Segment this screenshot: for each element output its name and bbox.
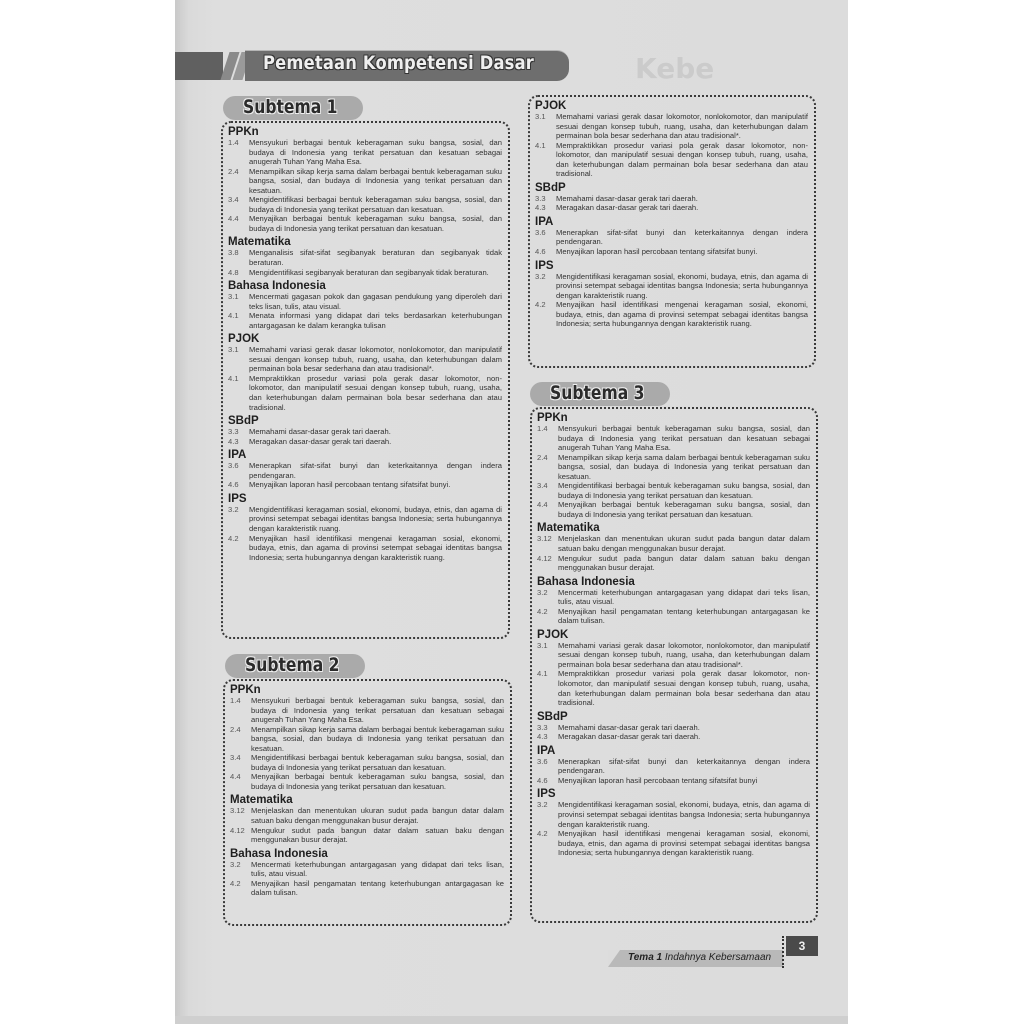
competency-text: Mengidentifikasi segibanyak beraturan dan segibanyak tidak beraturan. [249,267,489,277]
competency-code: 1.4 [230,696,241,705]
tab-fold [608,950,620,967]
subject-heading: Matematika [230,794,293,807]
competency-code: 4.2 [537,606,548,616]
competency-text: Mengidentifikasi berbagai bentuk keberagaman suku bangsa, sosial, dan budaya di Indonesia yang terikat persatuan dan kesatuan. [251,753,504,772]
competency-text: Menyajikan berbagai bentuk keberagaman suku bangsa, sosial, dan budaya di Indonesia yang terikat persatuan dan kesatuan. [251,772,504,791]
subject-heading: PJOK [537,628,569,641]
competency-code: 3.1 [228,345,239,355]
subtema-label: Subtema 1 [243,96,338,118]
competency-item [537,534,810,553]
competency-text: Menampilkan sikap kerja sama dalam berbagai bentuk keberagaman suku bangsa, sosial, dan budaya di Indonesia yang terikat persatuan dan kesatuan. [249,166,502,195]
competency-item [228,427,502,437]
competency-text: Menerapkan sifat-sifat bunyi dan keterkaitannya dengan indera pendengaran. [249,461,502,480]
competency-text: Menjelaskan dan menentukan ukuran sudut pada bangun datar dalam satuan baku dengan menggunakan busur derajat. [251,806,504,826]
competency-item [228,374,502,412]
theme-label: Tema 1 [628,952,663,963]
competency-item [537,554,810,573]
competency-item [535,272,808,301]
subject-heading: IPA [537,744,556,757]
subject-heading: Bahasa Indonesia [228,280,326,293]
competency-text: Mengidentifikasi berbagai bentuk keberagaman suku bangsa, sosial, dan budaya di Indonesia yang terikat persatuan dan kesatuan. [558,481,810,500]
competency-item [535,194,808,204]
competency-text: Menyajikan hasil pengamatan tentang keterhubungan antargagasan ke dalam tulisan. [558,606,810,626]
competency-text: Menyajikan laporan hasil percobaan tentang sifatsifat bunyi. [556,247,758,257]
competency-code: 3.1 [535,112,546,121]
subject-heading: Bahasa Indonesia [230,847,328,860]
competency-code: 4.4 [228,214,239,224]
competency-text: Menyajikan hasil identifikasi mengenai keragaman sosial, ekonomi, budaya, etnis, dan agama di provinsi setempat sebagai identitas bangsa Indonesia; serta hubungannya dengan karakteristik ruang. [558,829,810,858]
competency-item [537,607,810,626]
competency-item [535,300,808,329]
subject-heading: IPS [537,788,556,801]
competency-item [535,203,808,213]
competency-item [537,453,810,482]
competency-text: Mempraktikkan prosedur variasi pola gerak dasar lokomotor, non-lokomotor, dan manipulatif sesuai dengan konsep tubuh, ruang, usaha, dan keterhubungan dalam permainan bola besar sederhana dan atau tradisional. [556,140,808,179]
subject-heading: IPS [228,492,247,505]
competency-code: 3.2 [230,859,241,869]
competency-code: 3.4 [230,753,241,763]
footer-divider [782,936,784,968]
competency-item [228,505,502,534]
subject-heading: Matematika [228,236,291,249]
competency-item [537,757,810,776]
competency-item [537,732,810,742]
competency-code: 3.1 [228,292,239,302]
competency-text: Memahami dasar-dasar gerak tari daerah. [558,722,700,732]
subject-heading: SBdP [535,181,566,194]
competency-item [230,725,504,754]
competency-text: Meragakan dasar-dasar gerak tari daerah. [249,436,392,446]
competency-item [537,723,810,733]
textbook-page [175,0,848,1024]
subtema-1-heading [223,96,363,120]
competency-item [230,806,504,825]
competency-code: 4.3 [228,436,239,446]
competency-code: 4.2 [535,300,546,310]
competency-text: Meragakan dasar-dasar gerak tari daerah. [556,203,699,213]
subtema-2-heading [225,654,365,678]
competency-code: 4.6 [537,775,548,785]
competency-item [535,247,808,257]
competency-text: Meragakan dasar-dasar gerak tari daerah. [558,732,701,742]
competency-code: 1.4 [537,424,548,433]
competency-code: 4.1 [228,311,239,321]
competency-item [537,829,810,858]
competency-code: 3.12 [537,534,552,544]
bleed-through-text: Kebe [635,52,715,85]
competency-text: Menyajikan hasil identifikasi mengenai keragaman sosial, ekonomi, budaya, etnis, dan agama di provinsi setempat sebagai identitas bangsa Indonesia; serta hubungannya dengan karakteristik ruang. [556,300,808,329]
competency-text: Mengidentifikasi keragaman sosial, ekonomi, budaya, etnis, dan agama di provinsi setempat sebagai identitas bangsa Indonesia; serta hubungannya dengan karakteristik ruang. [556,271,808,300]
theme-title: Indahnya Kebersamaan [664,952,772,963]
competency-item [228,292,502,311]
competency-code: 3.3 [535,193,546,203]
subject-heading: SBdP [228,415,259,428]
competency-code: 4.12 [230,825,245,835]
competency-item [230,772,504,791]
competency-code: 3.6 [535,227,546,237]
competency-code: 3.1 [537,640,548,650]
competency-code: 3.4 [228,195,239,205]
subject-heading: PJOK [228,333,260,346]
competency-code: 3.2 [228,504,239,514]
competency-text: Mencermati keterhubungan antargagasan yang didapat dari teks lisan, tulis, atau visual. [558,587,810,607]
competency-code: 4.4 [230,772,241,782]
subject-heading: Bahasa Indonesia [537,575,635,588]
competency-text: Mengukur sudut pada bangun datar dalam satuan baku dengan menggunakan busur derajat. [251,825,504,845]
competency-item [535,141,808,179]
competency-item [228,461,502,480]
competency-code: 2.4 [228,166,239,176]
competency-item [230,753,504,772]
competency-code: 4.2 [228,533,239,543]
competency-item [228,345,502,374]
competency-code: 4.8 [228,267,239,277]
competency-code: 3.6 [537,756,548,766]
competency-text: Menyajikan hasil identifikasi mengenai keragaman sosial, ekonomi, budaya, etnis, dan agama di provinsi setempat sebagai identitas bangsa Indonesia; serta hubungannya dengan karakteristik ruang. [249,533,502,562]
subject-heading: Matematika [537,522,600,535]
competency-text: Mensyukuri berbagai bentuk keberagaman suku bangsa, sosial, dan budaya di Indonesia yang terikat persatuan dan kesatuan sebagai anugerah Tuhan Yang Maha Esa. [249,138,502,167]
competency-code: 3.2 [537,800,548,810]
competency-item [228,138,502,167]
competency-code: 4.12 [537,553,552,563]
competency-item [228,248,502,267]
competency-item [228,437,502,447]
competency-code: 1.4 [228,138,239,147]
competency-text: Mengidentifikasi keragaman sosial, ekonomi, budaya, etnis, dan agama di provinsi setempat sebagai identitas bangsa Indonesia; serta hubungannya dengan karakteristik ruang. [558,800,810,829]
competency-item [228,268,502,278]
competency-text: Mengidentifikasi berbagai bentuk keberagaman suku bangsa, sosial, dan budaya di Indonesia yang terikat persatuan dan kesatuan. [249,195,502,214]
subtema-2-box [223,679,512,926]
competency-code: 3.6 [228,461,239,471]
competency-code: 3.3 [228,427,239,437]
subject-heading: SBdP [537,710,568,723]
competency-text: Menampilkan sikap kerja sama dalam berbagai bentuk keberagaman suku bangsa, sosial, dan budaya di Indonesia yang terikat persatuan dan kesatuan. [251,724,504,753]
competency-code: 4.6 [535,247,546,257]
competency-item [228,167,502,196]
competency-item [228,214,502,233]
competency-text: Menata informasi yang didapat dari teks berdasarkan keterhubungan antargagasan ke dalam kerangka tulisan [249,311,502,330]
competency-item [230,826,504,845]
competency-item [537,424,810,453]
competency-text: Mempraktikkan prosedur variasi pola gerak dasar lokomotor, non-lokomotor, dan manipulatif sesuai dengan konsep tubuh, ruang, usaha, dan keterhubungan dalam permainan bola besar sederhana dan atau tradisional. [558,669,810,708]
competency-text: Menjelaskan dan menentukan ukuran sudut pada bangun datar dalam satuan baku dengan menggunakan busur derajat. [558,534,810,554]
competency-item [230,860,504,879]
section-banner [175,50,570,81]
competency-text: Mensyukuri berbagai bentuk keberagaman suku bangsa, sosial, dan budaya di Indonesia yang terikat persatuan dan kesatuan sebagai anugerah Tuhan Yang Maha Esa. [251,696,504,725]
competency-item [230,879,504,898]
subtema-3-heading [530,382,670,406]
subject-heading: IPA [228,449,247,462]
competency-item [230,696,504,725]
competency-item [537,669,810,707]
subject-heading: PPKn [228,126,259,138]
competency-text: Menampilkan sikap kerja sama dalam berbagai bentuk keberagaman suku bangsa, sosial, dan budaya di Indonesia yang terikat persatuan dan kesatuan. [558,452,810,481]
competency-text: Menyajikan berbagai bentuk keberagaman suku bangsa, sosial, dan budaya di Indonesia yang terikat persatuan dan kesatuan. [558,500,810,519]
competency-text: Memahami variasi gerak dasar lokomotor, nonlokomotor, dan manipulatif sesuai dengan konsep tubuh, ruang, usaha, dan keterhubungan dalam permainan bola besar sederhana dan atau tradisional*. [249,345,502,374]
competency-code: 4.1 [228,373,239,383]
competency-text: Mempraktikkan prosedur variasi pola gerak dasar lokomotor, non-lokomotor, dan manipulatif sesuai dengan konsep tubuh, ruang, usaha, dan keterhubungan dalam permainan bola besar sederhana dan atau tradisional. [249,373,502,412]
competency-text: Menyajikan laporan hasil percobaan tentang sifatsifat bunyi. [249,480,451,490]
competency-code: 3.8 [228,248,239,258]
subject-heading: IPS [535,259,554,272]
subject-heading: IPA [535,215,554,228]
subtema-3-box [530,407,818,923]
competency-item [228,534,502,563]
subtema-2-continued-box [528,95,816,368]
subtema-1-box [221,121,510,639]
competency-text: Mengukur sudut pada bangun datar dalam satuan baku dengan menggunakan busur derajat. [558,553,810,573]
competency-code: 4.4 [537,500,548,510]
competency-text: Memahami variasi gerak dasar lokomotor, nonlokomotor, dan manipulatif sesuai dengan konsep tubuh, ruang, usaha, dan keterhubungan dalam permainan bola besar sederhana dan atau tradisional*. [556,112,808,141]
competency-text: Menyajikan laporan hasil percobaan tentang sifatsifat bunyi [558,775,758,785]
competency-item [228,480,502,490]
competency-item [535,228,808,247]
competency-item [537,776,810,786]
competency-item [228,311,502,330]
competency-code: 3.2 [537,587,548,597]
subject-heading: PPKn [537,412,568,424]
competency-text: Memahami variasi gerak dasar lokomotor, nonlokomotor, dan manipulatif sesuai dengan konsep tubuh, ruang, usaha, dan keterhubungan dalam permainan bola besar sederhana dan atau tradisional*. [558,640,810,669]
competency-text: Mencermati keterhubungan antargagasan yang didapat dari teks lisan, tulis, atau visual. [251,859,504,879]
competency-code: 3.2 [535,271,546,281]
competency-item [537,641,810,670]
footer-theme-tab [608,950,783,967]
footer-theme [628,952,771,963]
competency-text: Menyajikan hasil pengamatan tentang keterhubungan antargagasan ke dalam tulisan. [251,878,504,898]
competency-code: 4.6 [228,480,239,490]
competency-item [537,588,810,607]
competency-text: Mencermati gagasan pokok dan gagasan pendukung yang diperoleh dari teks lisan, tulis, atau visual. [249,292,502,311]
competency-text: Menganalisis sifat-sifat segibanyak beraturan dan segibanyak tidak beraturan. [249,248,502,268]
competency-code: 4.1 [537,669,548,679]
competency-text: Mengidentifikasi keragaman sosial, ekonomi, budaya, etnis, dan agama di provinsi setempat sebagai identitas bangsa Indonesia; serta hubungannya dengan karakteristik ruang. [249,504,502,533]
subtema-label: Subtema 2 [245,654,340,676]
competency-code: 4.2 [230,878,241,888]
page-number: 3 [786,936,818,956]
competency-item [535,112,808,141]
page-title: Pemetaan Kompetensi Dasar [263,52,535,74]
page-edge [175,1016,848,1024]
subject-heading: PJOK [535,100,567,112]
competency-code: 4.1 [535,140,546,150]
competency-text: Mensyukuri berbagai bentuk keberagaman suku bangsa, sosial, dan budaya di Indonesia yang terikat persatuan dan kesatuan sebagai anugerah Tuhan Yang Maha Esa. [558,424,810,453]
competency-code: 4.3 [537,732,548,742]
competency-text: Memahami dasar-dasar gerak tari daerah. [556,193,698,203]
competency-code: 3.3 [537,722,548,732]
competency-code: 2.4 [230,724,241,734]
competency-text: Memahami dasar-dasar gerak tari daerah. [249,427,391,437]
competency-item [537,500,810,519]
competency-text: Menerapkan sifat-sifat bunyi dan keterkaitannya dengan indera pendengaran. [558,756,810,776]
competency-text: Menerapkan sifat-sifat bunyi dan keterkaitannya dengan indera pendengaran. [556,227,808,247]
competency-item [537,800,810,829]
competency-item [228,195,502,214]
competency-item [537,481,810,500]
competency-code: 3.12 [230,806,245,816]
banner-block [175,52,223,80]
competency-text: Menyajikan berbagai bentuk keberagaman suku bangsa, sosial, dan budaya di Indonesia yang terikat persatuan dan kesatuan. [249,214,502,233]
competency-code: 3.4 [537,481,548,491]
subject-heading: PPKn [230,684,261,696]
competency-code: 4.3 [535,203,546,213]
competency-code: 2.4 [537,452,548,462]
competency-code: 4.2 [537,829,548,839]
subtema-label: Subtema 3 [550,382,645,404]
